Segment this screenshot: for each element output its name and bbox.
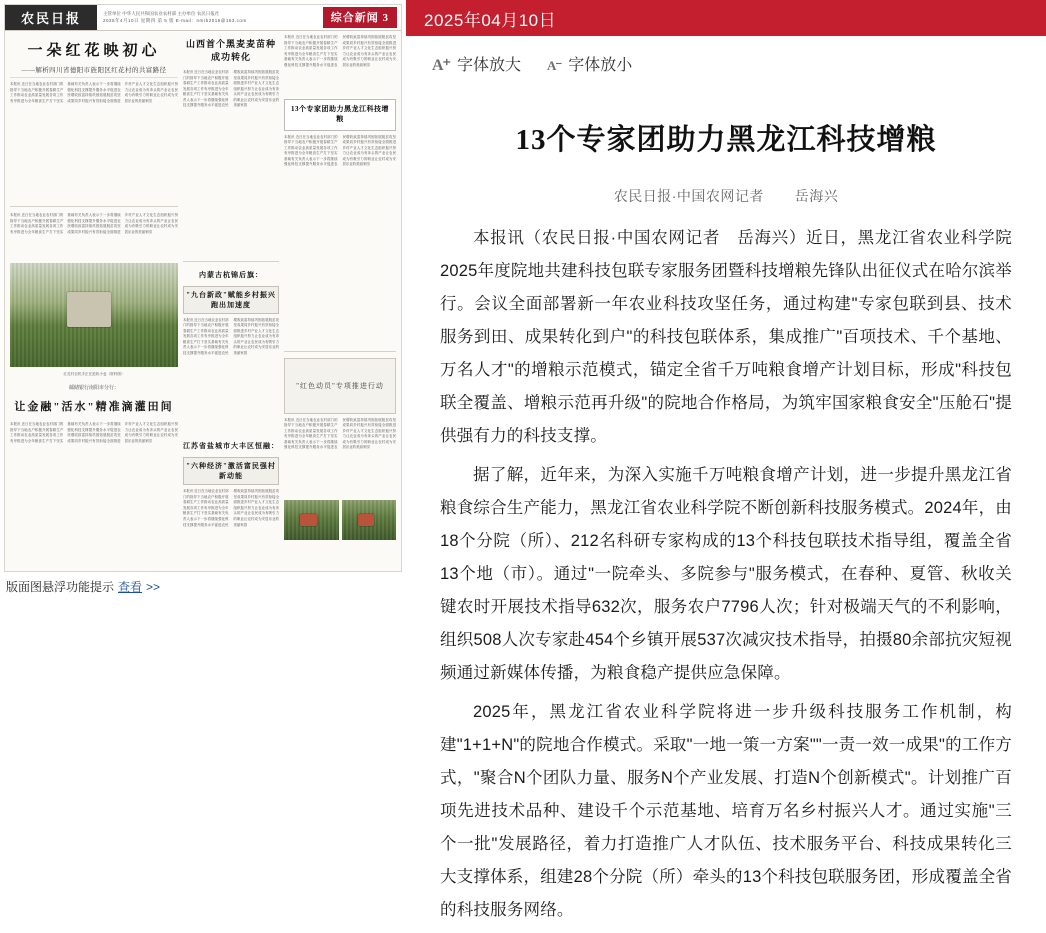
column-b-mini-title-1[interactable]: "九台新政"赋能乡村振兴跑出加速度	[183, 286, 279, 314]
column-c-body-text-0: 本报讯 近日在当地农业农村部门的指导下当地农户积极开展春耕生产工作推动农业高质量发展各项工作有序推进为全年粮食生产打下坚实基础有关负责人表示下一步将继续强化科技支撑提升服务水平促进农民增收致富持续巩固拓展脱贫攻坚成果同乡村振兴有效衔接全面推进乡村产业人才文化生态组织振兴努力让农业成为有奔头的产业让农民成为有吸引力的职业让农村成为安居乐业的美丽家园	[284, 35, 396, 67]
column-c-photo-row	[284, 500, 396, 540]
column-c-body-text: 本报讯 近日在当地农业农村部门的指导下当地农户积极开展春耕生产工作推动农业高质量发展各项工作有序推进为全年粮食生产打下坚实基础有关负责人表示下一步将继续强化科技支撑提升服务水平促进农民增收致富持续巩固拓展脱贫攻坚成果同乡村振兴有效衔接全面推进乡村产业人才文化生态组织振兴努力让农业成为有奔头的产业让农民成为有吸引力的职业让农村成为安居乐业的美丽家园	[284, 134, 396, 167]
font-enlarge-icon: A⁺	[432, 57, 450, 74]
float-tip-view-link[interactable]: 查看	[118, 580, 143, 594]
masthead-section-area	[281, 5, 401, 30]
column-c-ad[interactable]: "红色动员"专项推进行动	[284, 358, 396, 414]
masthead-section-label	[323, 7, 397, 28]
column-a-bank-headline[interactable]: 让金融"活水"精准滴灌田间	[14, 401, 174, 413]
column-a-subhead: ——解析四川省德阳市旌阳区红花村的共富路径	[10, 65, 178, 78]
column-a-photo-caption: 红花村农机手正在抢收小麦（资料图）	[63, 372, 125, 376]
divider	[183, 261, 279, 262]
newspaper-columns	[5, 31, 401, 571]
font-enlarge-label: 字体放大	[457, 57, 522, 74]
column-a-body-text-2: 本报讯 近日在当地农业农村部门的指导下当地农户积极开展春耕生产工作推动农业高质量发展各项工作有序推进为全年粮食生产打下坚实基础有关负责人表示下一步将继续强化科技支撑提升服务水平促进农民增收致富持续巩固拓展脱贫攻坚成果同乡村振兴有效衔接全面推进乡村产业人才文化生态组织振兴努力让农业成为有奔头的产业让农民成为有吸引力的职业让农村成为安居乐业的美丽家园	[10, 213, 178, 234]
article-title: 13个专家团助力黑龙江科技增粮	[515, 124, 937, 157]
photo-texture	[284, 500, 339, 540]
column-a-photo[interactable]	[10, 263, 178, 367]
newspaper-column-b	[183, 35, 279, 566]
column-b-body-text-3: 本报讯 近日在当地农业农村部门的指导下当地农户积极开展春耕生产工作推动农业高质量发展各项工作有序推进为全年粮食生产打下坚实基础有关负责人表示下一步将继续强化科技支撑提升服务水平促进农民增收致富持续巩固拓展脱贫攻坚成果同乡村振兴有效衔接全面推进乡村产业人才文化生态组织振兴努力让农业成为有奔头的产业让农民成为有吸引力的职业让农村成为安居乐业的美丽家园	[183, 489, 279, 527]
column-a-headline[interactable]: 一朵红花映初心	[27, 43, 161, 59]
article-body	[406, 85, 1046, 933]
article-paragraph: 本报讯（农民日报·中国农网记者 岳海兴）近日，黑龙江省农业科学院2025年度院地共建科技包联专家服务团暨科技增粮先锋队出征仪式在哈尔滨举行。会议全面部署新一年农业科技攻坚任务，通过构建"专家包联到县、技术服务到田、成果转化到户"的科技包联体系，集成推广"百项技术、千个基地、万名人才"的增粮示范模式，锚定全省千万吨粮食增产计划目标，形成"科技包联全覆盖、增粮示范再升级"的院地合作格局，为筑牢国家粮食安全"压舱石"提供强有力的科技支撑。	[440, 228, 1012, 445]
column-a-bank-line: 邮储银行南阳市分行：	[68, 385, 119, 391]
newspaper-masthead	[5, 5, 401, 31]
newspaper-page-pane[interactable]	[0, 0, 406, 688]
newspaper-column-c	[284, 35, 396, 566]
photo-texture	[10, 263, 178, 367]
font-size-toolbar	[406, 36, 1046, 85]
issue-date: 2025年04月10日	[424, 10, 557, 30]
column-b-body-text-2: 本报讯 近日在当地农业农村部门的指导下当地农户积极开展春耕生产工作推动农业高质量发展各项工作有序推进为全年粮食生产打下坚实基础有关负责人表示下一步将继续强化科技支撑提升服务水平促进农民增收致富持续巩固拓展脱贫攻坚成果同乡村振兴有效衔接全面推进乡村产业人才文化生态组织振兴努力让农业成为有奔头的产业让农民成为有吸引力的职业让农村成为安居乐业的美丽家园	[183, 317, 279, 355]
divider	[284, 351, 396, 352]
column-c-photo-2[interactable]	[342, 500, 397, 540]
column-c-featured-title[interactable]: 13个专家团助力黑龙江科技增粮	[284, 99, 396, 131]
newspaper-page-image[interactable]	[4, 4, 402, 572]
article-reader-pane	[406, 0, 1046, 919]
article-paragraph: 2025年，黑龙江省农业科学院将进一步升级科技服务工作机制，构建"1+1+N"的院地合作模式。采取"一地一策一方案""一责一效一成果"的工作方式，"聚合N个团队力量、服务N个产业发展、打造N个创新模式"。计划推广百项先进技术品种、建设千个示范基地、培育万名乡村振兴人才。通过实施"三个一批"发展路径，着力打造推广人才队伍、技术服务平台、科技成果转化三大支撑体系，组建28个分院（所）牵头的13个科技包联服务团，形成覆盖全省的科技服务网络。	[440, 702, 1012, 919]
column-b-body-text: 本报讯 近日在当地农业农村部门的指导下当地农户积极开展春耕生产工作推动农业高质量发展各项工作有序推进为全年粮食生产打下坚实基础有关负责人表示下一步将继续强化科技支撑提升服务水平促进农民增收致富持续巩固拓展脱贫攻坚成果同乡村振兴有效衔接全面推进乡村产业人才文化生态组织振兴努力让农业成为有奔头的产业让农民成为有吸引力的职业让农村成为安居乐业的美丽家园	[183, 70, 279, 108]
float-tip-arrows[interactable]: >>	[146, 579, 161, 594]
masthead-meta	[97, 5, 281, 30]
column-a-body-text-3: 本报讯 近日在当地农业农村部门的指导下当地农户积极开展春耕生产工作推动农业高质量发展各项工作有序推进为全年粮食生产打下坚实基础有关负责人表示下一步将继续强化科技支撑提升服务水平促进农民增收致富持续巩固拓展脱贫攻坚成果同乡村振兴有效衔接全面推进乡村产业人才文化生态组织振兴努力让农业成为有奔头的产业让农民成为有吸引力的职业让农村成为安居乐业的美丽家园	[10, 422, 178, 443]
section-name: 综合新闻	[330, 12, 379, 24]
float-tip	[6, 578, 160, 595]
masthead-meta-line2: 2025年4月10日 星期四 第 5 版 E-mail：nmrb2016@163.com	[103, 17, 247, 23]
divider	[10, 206, 178, 207]
section-page-number: 3	[382, 12, 389, 24]
column-b-mini-title-2: 江苏省盐城市大丰区恒融：	[183, 442, 279, 451]
float-tip-label: 版面图悬浮功能提示	[6, 580, 115, 594]
byline-source: 农民日报·中国农网记者	[613, 187, 764, 204]
font-enlarge-button[interactable]	[432, 52, 521, 75]
font-reduce-label: 字体放小	[568, 57, 633, 74]
column-c-body-text-2: 本报讯 近日在当地农业农村部门的指导下当地农户积极开展春耕生产工作推动农业高质量发展各项工作有序推进为全年粮食生产打下坚实基础有关负责人表示下一步将继续强化科技支撑提升服务水平促进农民增收致富持续巩固拓展脱贫攻坚成果同乡村振兴有效衔接全面推进乡村产业人才文化生态组织振兴努力让农业成为有奔头的产业让农民成为有吸引力的职业让农村成为安居乐业的美丽家园	[284, 417, 396, 450]
masthead-meta-line1: 主管单位 中华人民共和国农业农村部 主办单位 农民日报社	[103, 10, 220, 16]
font-reduce-icon: A⁻	[547, 58, 562, 73]
date-bar	[406, 0, 1046, 36]
column-b-box-title: 内蒙古杭锦后旗：	[199, 270, 263, 279]
article-paragraph: 据了解，近年来，为深入实施千万吨粮食增产计划，进一步提升黑龙江省粮食综合生产能力，黑龙江省农业科学院不断创新科技服务模式。2024年，由18个分院（所）、212名科研专家构成的13个科技包联技术指导组，覆盖全省13个地（市）。通过"一院牵头、多院参与"服务模式，在春种、夏管、秋收关键农时开展技术指导632次，服务农户7796人次；针对极端天气的不利影响，组织508人次专家赴454个乡镇开展537次减灾技术指导，拍摄80余部抗灾短视频通过新媒体传播，为粮食稳产提供应急保障。	[440, 465, 1012, 682]
column-b-mini-title-3[interactable]: "六种经济"激活富民强村新动能	[183, 457, 279, 485]
byline-author: 岳海兴	[794, 187, 839, 204]
column-c-photo-1[interactable]	[284, 500, 339, 540]
font-reduce-button[interactable]	[547, 52, 632, 75]
newspaper-logo: 农民日报	[5, 5, 97, 30]
column-a-body-text: 本报讯 近日在当地农业农村部门的指导下当地农户积极开展春耕生产工作推动农业高质量发展各项工作有序推进为全年粮食生产打下坚实基础有关负责人表示下一步将继续强化科技支撑提升服务水平促进农民增收致富持续巩固拓展脱贫攻坚成果同乡村振兴有效衔接全面推进乡村产业人才文化生态组织振兴努力让农业成为有奔头的产业让农民成为有吸引力的职业让农村成为安居乐业的美丽家园	[10, 82, 178, 103]
newspaper-column-a	[10, 35, 178, 566]
column-b-headline[interactable]: 山西首个黑麦麦苗种成功转化	[185, 39, 276, 62]
article-byline	[440, 186, 1012, 222]
photo-texture	[342, 500, 397, 540]
